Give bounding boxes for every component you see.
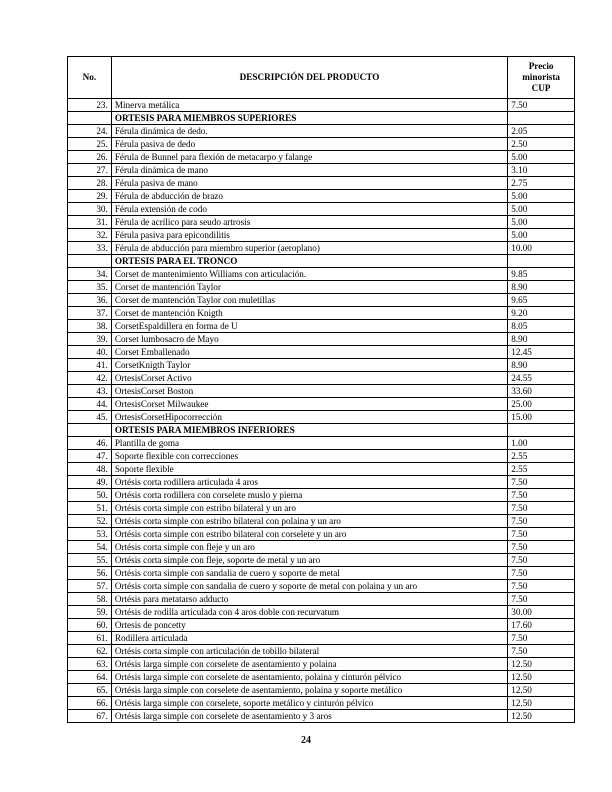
row-price: 33.60 <box>508 385 575 398</box>
row-number: 59. <box>68 606 112 619</box>
row-price: 2.55 <box>508 450 575 463</box>
row-description: OrtesisCorset Milwaukee <box>111 398 507 411</box>
row-description: Minerva metálica <box>111 99 507 112</box>
row-description: Corset Emballenado <box>111 346 507 359</box>
table-row <box>68 619 575 632</box>
row-number: 63. <box>68 658 112 671</box>
row-description: Férula pasiva de dedo <box>111 138 507 151</box>
row-price: 12.45 <box>508 346 575 359</box>
row-number: 48. <box>68 463 112 476</box>
row-number <box>68 112 112 125</box>
row-description: Ortésis corta rodillera con corselete muslo y pierna <box>111 489 507 502</box>
table-row <box>68 294 575 307</box>
table-row <box>68 307 575 320</box>
row-number: 62. <box>68 645 112 658</box>
table-row <box>68 346 575 359</box>
row-number: 60. <box>68 619 112 632</box>
row-description: Férula pasiva para epicondilitis <box>111 229 507 242</box>
row-price: 12.50 <box>508 658 575 671</box>
row-price: 3.10 <box>508 164 575 177</box>
table-row <box>68 515 575 528</box>
row-price: 1.00 <box>508 437 575 450</box>
row-description: Ortésis corta simple con estribo bilateral y un aro <box>111 502 507 515</box>
table-row <box>68 229 575 242</box>
row-price: 7.50 <box>508 554 575 567</box>
table-row <box>68 437 575 450</box>
row-description: Soporte flexible <box>111 463 507 476</box>
row-price: 5.00 <box>508 216 575 229</box>
row-description: Ortésis corta simple con sandalia de cuero y soporte de metal con polaina y un aro <box>111 580 507 593</box>
row-description: Ortésis corta simple con estribo bilateral con polaina y un aro <box>111 515 507 528</box>
table-row <box>68 411 575 424</box>
row-number: 61. <box>68 632 112 645</box>
row-price: 9.65 <box>508 294 575 307</box>
row-description: Corset de mantención Knigth <box>111 307 507 320</box>
table-row <box>68 645 575 658</box>
row-price <box>508 255 575 268</box>
table-row <box>68 242 575 255</box>
row-description: Corset de mantención Taylor <box>111 281 507 294</box>
row-price: 5.00 <box>508 151 575 164</box>
row-price: 15.00 <box>508 411 575 424</box>
table-row <box>68 385 575 398</box>
row-description: Ortésis larga simple con corselete de asentamiento y 3 aros <box>111 710 507 723</box>
row-price: 12.50 <box>508 684 575 697</box>
row-description: Ortésis corta rodillera articulada 4 aros <box>111 476 507 489</box>
table-row <box>68 502 575 515</box>
table-row <box>68 632 575 645</box>
table-row <box>68 164 575 177</box>
row-price: 8.05 <box>508 320 575 333</box>
table-row <box>68 203 575 216</box>
table-row <box>68 333 575 346</box>
table-row <box>68 658 575 671</box>
row-description: Férula de acrílico para seudo artrosis <box>111 216 507 229</box>
row-number: 67. <box>68 710 112 723</box>
row-price: 7.50 <box>508 528 575 541</box>
row-price: 5.00 <box>508 229 575 242</box>
row-description: CorsetEspaldillera en forma de U <box>111 320 507 333</box>
table-body <box>68 99 575 723</box>
row-description: Férula de abducción para miembro superior (aeroplano) <box>111 242 507 255</box>
price-header-line2: minorista <box>522 72 560 82</box>
row-description: Férula de Bunnel para flexión de metacarpo y falange <box>111 151 507 164</box>
row-number: 29. <box>68 190 112 203</box>
table-row <box>68 606 575 619</box>
row-number: 24. <box>68 125 112 138</box>
row-price: 25.00 <box>508 398 575 411</box>
table-row <box>68 567 575 580</box>
row-price: 9.20 <box>508 307 575 320</box>
section-title: ORTESIS PARA MIEMBROS INFERIORES <box>111 424 507 437</box>
row-number: 51. <box>68 502 112 515</box>
table-row <box>68 359 575 372</box>
table-row <box>68 125 575 138</box>
row-number: 53. <box>68 528 112 541</box>
row-description: Ortésis corta simple con fleje y un aro <box>111 541 507 554</box>
row-price: 2.75 <box>508 177 575 190</box>
row-price: 7.50 <box>508 99 575 112</box>
row-description: Ortésis para metatarso adducto <box>111 593 507 606</box>
row-price: 7.50 <box>508 489 575 502</box>
column-header-description: DESCRIPCIÓN DEL PRODUCTO <box>111 57 507 99</box>
table-row <box>68 450 575 463</box>
row-price: 2.55 <box>508 463 575 476</box>
table-row <box>68 281 575 294</box>
row-price: 7.50 <box>508 541 575 554</box>
table-row <box>68 320 575 333</box>
row-price: 2.50 <box>508 138 575 151</box>
row-description: Ortésis larga simple con corselete de asentamiento, polaina y soporte metálico <box>111 684 507 697</box>
table-row <box>68 541 575 554</box>
row-description: CorsetKnigth Taylor <box>111 359 507 372</box>
row-description: Ortésis larga simple con corselete de asentamiento y polaina <box>111 658 507 671</box>
row-number: 28. <box>68 177 112 190</box>
row-number: 49. <box>68 476 112 489</box>
row-number: 57. <box>68 580 112 593</box>
row-description: Ortésis corta simple con articulación de tobillo bilateral <box>111 645 507 658</box>
table-row <box>68 372 575 385</box>
row-number: 43. <box>68 385 112 398</box>
table-row <box>68 671 575 684</box>
row-number: 41. <box>68 359 112 372</box>
row-description: Soporte flexible con correcciones <box>111 450 507 463</box>
row-number: 44. <box>68 398 112 411</box>
table-row <box>68 684 575 697</box>
price-header-line3: CUP <box>531 83 551 93</box>
price-list-table <box>67 56 575 723</box>
row-number: 45. <box>68 411 112 424</box>
row-price: 7.50 <box>508 502 575 515</box>
row-price: 30.00 <box>508 606 575 619</box>
table-row <box>68 151 575 164</box>
row-description: Ortésis corta simple con sandalia de cuero y soporte de metal <box>111 567 507 580</box>
section-header-row <box>68 112 575 125</box>
table-row <box>68 190 575 203</box>
row-number: 34. <box>68 268 112 281</box>
table-row <box>68 710 575 723</box>
row-description: Ortésis larga simple con corselete de asentamiento, polaina y cinturón pélvico <box>111 671 507 684</box>
row-price: 2.05 <box>508 125 575 138</box>
row-number: 32. <box>68 229 112 242</box>
row-description: Ortésis corta simple con estribo bilateral con corselete y un aro <box>111 528 507 541</box>
section-title: ORTESIS PARA EL TRONCO <box>111 255 507 268</box>
row-price: 8.90 <box>508 359 575 372</box>
row-number: 23. <box>68 99 112 112</box>
row-number: 42. <box>68 372 112 385</box>
row-number: 47. <box>68 450 112 463</box>
row-description: OrtesisCorset Activo <box>111 372 507 385</box>
table-header-row <box>68 57 575 99</box>
table-row <box>68 593 575 606</box>
table-row <box>68 268 575 281</box>
row-price: 7.50 <box>508 476 575 489</box>
table-row <box>68 476 575 489</box>
table-row <box>68 398 575 411</box>
row-number: 65. <box>68 684 112 697</box>
row-description: Férula pasiva de mano <box>111 177 507 190</box>
row-price: 5.00 <box>508 190 575 203</box>
table-row <box>68 138 575 151</box>
row-number: 37. <box>68 307 112 320</box>
row-number <box>68 255 112 268</box>
row-number: 30. <box>68 203 112 216</box>
row-description: Corset de mantención Taylor con muletillas <box>111 294 507 307</box>
row-number: 39. <box>68 333 112 346</box>
row-number: 38. <box>68 320 112 333</box>
row-price: 7.50 <box>508 515 575 528</box>
row-price: 24.55 <box>508 372 575 385</box>
row-description: Férula extensión de codo <box>111 203 507 216</box>
row-price: 12.50 <box>508 710 575 723</box>
row-number: 58. <box>68 593 112 606</box>
row-description: Corset de mantenimiento Williams con articulación. <box>111 268 507 281</box>
row-price: 7.50 <box>508 645 575 658</box>
row-number: 27. <box>68 164 112 177</box>
row-description: Corset lumbosacro de Mayo <box>111 333 507 346</box>
row-price: 7.50 <box>508 632 575 645</box>
row-price <box>508 424 575 437</box>
row-description: OrtesisCorsetHipocorrección <box>111 411 507 424</box>
table-row <box>68 216 575 229</box>
row-price: 5.00 <box>508 203 575 216</box>
row-description: Ortesis de poncetty <box>111 619 507 632</box>
row-number: 50. <box>68 489 112 502</box>
row-price: 10.00 <box>508 242 575 255</box>
row-number: 40. <box>68 346 112 359</box>
section-header-row <box>68 255 575 268</box>
row-price: 12.50 <box>508 671 575 684</box>
row-price: 7.50 <box>508 580 575 593</box>
table-row <box>68 99 575 112</box>
row-number: 31. <box>68 216 112 229</box>
price-header-line1: Precio <box>528 61 554 71</box>
row-number: 52. <box>68 515 112 528</box>
section-title: ORTESIS PARA MIEMBROS SUPERIORES <box>111 112 507 125</box>
row-description: Ortésis larga simple con corselete, soporte metálico y cinturón pélvico <box>111 697 507 710</box>
row-description: Plantilla de goma <box>111 437 507 450</box>
row-description: OrtesisCorset Boston <box>111 385 507 398</box>
row-price: 7.50 <box>508 593 575 606</box>
table-row <box>68 528 575 541</box>
row-number: 64. <box>68 671 112 684</box>
column-header-price <box>508 57 575 99</box>
row-price: 12.50 <box>508 697 575 710</box>
table-row <box>68 580 575 593</box>
table-row <box>68 697 575 710</box>
page-number: 24 <box>301 735 311 746</box>
row-description: Ortésis corta simple con fleje, soporte de metal y un aro <box>111 554 507 567</box>
row-description: Rodillera articulada <box>111 632 507 645</box>
row-number: 56. <box>68 567 112 580</box>
row-description: Férula dinámica de mano <box>111 164 507 177</box>
table-row <box>68 177 575 190</box>
row-number: 25. <box>68 138 112 151</box>
row-number: 26. <box>68 151 112 164</box>
row-number: 46. <box>68 437 112 450</box>
row-price: 8.90 <box>508 333 575 346</box>
row-description: Férula de abducción de brazo <box>111 190 507 203</box>
row-number: 66. <box>68 697 112 710</box>
row-price: 17.60 <box>508 619 575 632</box>
row-description: Férula dinámica de dedo. <box>111 125 507 138</box>
section-header-row <box>68 424 575 437</box>
column-header-no: No. <box>68 57 112 99</box>
row-number: 35. <box>68 281 112 294</box>
row-number: 54. <box>68 541 112 554</box>
row-number: 55. <box>68 554 112 567</box>
row-price: 7.50 <box>508 567 575 580</box>
table-row <box>68 463 575 476</box>
row-number: 36. <box>68 294 112 307</box>
row-number: 33. <box>68 242 112 255</box>
row-price: 8.90 <box>508 281 575 294</box>
table-row <box>68 489 575 502</box>
row-number <box>68 424 112 437</box>
row-price <box>508 112 575 125</box>
table-row <box>68 554 575 567</box>
row-description: Ortésis de rodilla articulada con 4 aros doble con recurvatum <box>111 606 507 619</box>
row-price: 9.85 <box>508 268 575 281</box>
